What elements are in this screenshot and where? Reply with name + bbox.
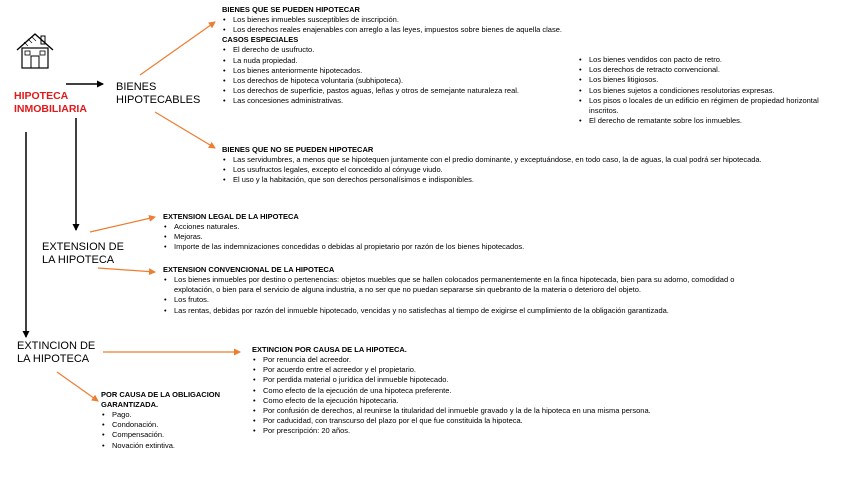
arrow-to-no-pueden — [155, 112, 215, 148]
list-item: • Acciones naturales. — [163, 222, 763, 232]
list-item: • Los bienes litigiosos. — [578, 75, 828, 85]
convencional-list — [163, 275, 766, 316]
causa-obligacion-list — [101, 410, 261, 451]
causa-obligacion-block — [101, 390, 261, 451]
arrow-to-pueden — [140, 22, 215, 75]
list-item: • Por perdida material o jurídica del inmueble hipotecado. — [252, 375, 812, 385]
list-item: • Los bienes anteriormente hipotecados. — [222, 66, 567, 76]
root-title-line2: INMOBILIARIA — [14, 103, 87, 115]
list-item: • Compensación. — [101, 430, 261, 440]
list-item: • Como efecto de la ejecución de una hipoteca preferente. — [252, 386, 812, 396]
arrow-to-legal — [90, 217, 155, 232]
causa-hipoteca-list — [252, 355, 812, 437]
list-item: • El uso y la habitación, que son derechos personalísimos e indisponibles. — [222, 175, 822, 185]
list-item: • Como efecto de la ejecución hipotecaria. — [252, 396, 812, 406]
list-item: • Las concesiones administrativas. — [222, 96, 567, 106]
especiales-left-list — [222, 45, 567, 106]
list-item: • Pago. — [101, 410, 261, 420]
house-icon — [14, 30, 56, 70]
list-item: • Los frutos. — [163, 295, 766, 305]
list-item: • Los usufructos legales, excepto el concedido al cónyuge viudo. — [222, 165, 822, 175]
causa-obligacion-heading-line2: GARANTIZADA. — [101, 400, 159, 409]
no-pueden-list — [222, 155, 822, 186]
causa-hipoteca-heading: EXTINCION POR CAUSA DE LA HIPOTECA. — [252, 345, 407, 354]
list-item: • Los derechos reales enajenables con arreglo a las leyes, impuestos sobre bienes de aquella clase. — [222, 25, 567, 35]
extension-title-line2: LA HIPOTECA — [42, 254, 115, 266]
especiales-right-block — [578, 55, 828, 126]
list-item: • Los bienes vendidos con pacto de retro. — [578, 55, 828, 65]
bienes-title-line2: HIPOTECABLES — [116, 94, 201, 106]
pueden-block — [222, 5, 567, 107]
list-item: • Los derechos de hipoteca voluntaria (subhipoteca). — [222, 76, 567, 86]
arrow-to-convencional — [98, 268, 155, 272]
bienes-title — [116, 81, 200, 107]
extension-title-line1: EXTENSION DE — [42, 241, 124, 253]
pueden-list — [222, 15, 567, 35]
convencional-block — [163, 265, 766, 316]
extincion-title-line1: EXTINCION DE — [17, 340, 96, 352]
list-item: • El derecho de usufructo. — [222, 45, 567, 55]
arrow-to-causa-obligacion — [57, 372, 98, 401]
list-item: • La nuda propiedad. — [222, 56, 567, 66]
list-item: • Por prescripción: 20 años. — [252, 426, 812, 436]
list-item: • Los derechos de superficie, pastos aguas, leñas y otros de semejante naturaleza real. — [222, 86, 567, 96]
pueden-heading: BIENES QUE SE PUEDEN HIPOTECAR — [222, 5, 360, 14]
causa-obligacion-heading-line1: POR CAUSA DE LA OBLIGACION — [101, 390, 221, 399]
list-item: • Los bienes inmuebles susceptibles de inscripción. — [222, 15, 567, 25]
list-item: • Novación extintiva. — [101, 441, 261, 451]
especiales-right-list — [578, 55, 828, 126]
list-item: • El derecho de rematante sobre los inmuebles. — [578, 116, 828, 126]
list-item: • Las rentas, debidas por razón del inmueble hipotecado, vencidas y no satisfechas al tiempo de exigirse el cumplimiento de la obligación garantizada. — [163, 306, 766, 316]
extincion-title — [17, 340, 95, 366]
especiales-heading: CASOS ESPECIALES — [222, 35, 299, 45]
no-pueden-heading: BIENES QUE NO SE PUEDEN HIPOTECAR — [222, 145, 374, 154]
legal-list — [163, 222, 763, 253]
list-item: • Mejoras. — [163, 232, 763, 242]
legal-heading: EXTENSION LEGAL DE LA HIPOTECA — [163, 212, 299, 221]
bienes-title-line1: BIENES — [116, 81, 157, 93]
extincion-title-line2: LA HIPOTECA — [17, 353, 90, 365]
root-title-line1: HIPOTECA — [14, 90, 69, 102]
no-pueden-block — [222, 145, 822, 186]
root-title — [14, 90, 87, 116]
list-item: • Los pisos o locales de un edificio en régimen de propiedad horizontal inscritos. — [578, 96, 828, 116]
legal-block — [163, 212, 763, 253]
list-item: • Las servidumbres, a menos que se hipotequen juntamente con el predio dominante, y exceptuándose, en todo caso, la de aguas, la cual podrá ser hipotecada. — [222, 155, 822, 165]
list-item: • Por renuncia del acreedor. — [252, 355, 812, 365]
list-item: • Por acuerdo entre el acreedor y el propietario. — [252, 365, 812, 375]
list-item: • Por caducidad, con transcurso del plazo por el que fue constituida la hipoteca. — [252, 416, 812, 426]
list-item: • Los derechos de retracto convencional. — [578, 65, 828, 75]
extension-title — [42, 241, 124, 267]
list-item: • Los bienes inmuebles por destino o pertenencias: objetos muebles que se hallen colocados permanentemente en la finca hipotecada, bien para su adorno, comodidad o explotación, o bien para el servicio de alguna industria, a no ser que no puedan separarse sin quebranto de la materia o deterioro del objeto. — [163, 275, 766, 295]
convencional-heading: EXTENSION CONVENCIONAL DE LA HIPOTECA — [163, 265, 335, 274]
list-item: • Condonación. — [101, 420, 261, 430]
list-item: • Los bienes sujetos a condiciones resolutorias expresas. — [578, 86, 828, 96]
list-item: • Importe de las indemnizaciones concedidas o debidas al propietario por razón de los bienes hipotecados. — [163, 242, 763, 252]
list-item: • Por confusión de derechos, al reunirse la titularidad del inmueble gravado y la de la hipoteca en una misma persona. — [252, 406, 812, 416]
causa-hipoteca-block — [252, 345, 812, 437]
